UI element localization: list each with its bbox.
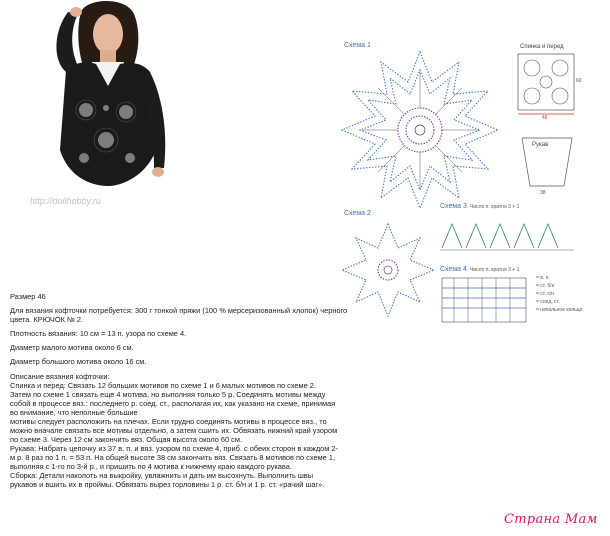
description-block (10, 372, 350, 489)
description-line: Сборка: Детали наколоть на выкройку, увлажнить и дать им высохнуть. Выполнить швы (10, 471, 314, 480)
description-line: Затем по схеме 1 связать еще 4 мотива, но выполняя только 5 р. Соединять мотивы между (10, 390, 326, 399)
size-line: Размер 46 (10, 292, 46, 301)
description-line: мотивы следует расположить на плечах. Если трудно соединять мотивы в процессе вяз., то (10, 417, 327, 426)
legend-line: = ст. с/н (536, 291, 554, 297)
large-motif-line: Диаметр большого мотива около 16 см. (10, 357, 147, 366)
description-line: рукавов и вшить их в проймы. Обвязать вырез горловины 1 р. ст. б/н и 1 р. ст. «рачий шаг». (10, 480, 325, 489)
back-front-layout (512, 50, 582, 120)
scheme-2-small-motif (338, 220, 438, 320)
description-line: можно вначале связать все мотивы отдельно, а затем сшить их. Обвязать нижний край узором (10, 426, 338, 435)
dim-60-label: 60 (576, 78, 582, 84)
description-line: во внимание, что неполные большие (10, 408, 138, 417)
symbol-legend (536, 274, 590, 314)
density-line: Плотность вязания: 10 см = 13 п. узора по схеме 4. (10, 329, 187, 338)
description-line: Спинка и перед: Связать 12 больших мотивов по схеме 1 и 6 малых мотивов по схеме 2. (10, 381, 316, 390)
dim-46-label: 46 (542, 115, 548, 120)
scheme-3-repeat: Число п. кратно 3 + 1 (470, 204, 520, 210)
model-photo (26, 0, 176, 215)
sleeve-layout (516, 134, 578, 196)
model-illustration (26, 0, 176, 215)
small-motif-line: Диаметр малого мотива около 6 см. (10, 343, 134, 352)
legend-line: = начальное кольцо (536, 307, 583, 313)
materials-line: Для вязания кофточки потребуется: 300 г тонкой пряжи (100 % мерсеризованный хлопок) черного цвета. КРЮЧОК № 2. (10, 306, 348, 324)
description-line: Описание вязания кофточки: (10, 372, 110, 381)
legend-line: = в. п. (536, 275, 550, 281)
sleeve-title: Рукав (532, 142, 549, 148)
legend-line: = ст. б/н (536, 283, 555, 289)
description-line: собой в процессе вяз.: последнего р. соед. ст., располагая их, как указано на схеме, принимая (10, 399, 336, 408)
description-line: м р. 8 раз по 1 п. = 53 п. На общей высоте 38 см закончить вяз. Связать 8 мотивов по схеме 1, (10, 453, 336, 462)
description-line: по схеме 3. Через 12 см закончить вяз. Общая высота около 60 см. (10, 435, 242, 444)
pattern-description (10, 292, 350, 489)
scheme-3-edging (438, 214, 578, 254)
photo-watermark: http://dolihobby.ru (30, 196, 101, 206)
scheme-4-label: Схема 4 (440, 266, 467, 273)
scheme-4-pattern (438, 276, 530, 326)
scheme-3-label: Схема 3 (440, 203, 467, 210)
dim-38-label: 38 (540, 190, 546, 196)
crochet-diagrams (330, 38, 590, 338)
legend-line: = соед. ст. (536, 299, 560, 305)
description-line: выполняя с 1-го по 3-й р., и пришить по 4 мотива к нижнему краю каждого рукава. (10, 462, 292, 471)
scheme-1-label: Схема 1 (344, 42, 371, 49)
scheme-2-label: Схема 2 (344, 210, 371, 217)
scheme-4-repeat: Число п. кратно 3 + 1 (470, 267, 520, 273)
scheme-1-large-motif (338, 48, 502, 212)
back-front-title: Спинка и перед (520, 44, 564, 50)
description-line: Рукава: Набрать цепочку из 37 в. п. и вяз. узором по схеме 4, приб. с обеих сторон в каждом 2- (10, 444, 338, 453)
site-logo: Страна Мам (504, 512, 598, 527)
